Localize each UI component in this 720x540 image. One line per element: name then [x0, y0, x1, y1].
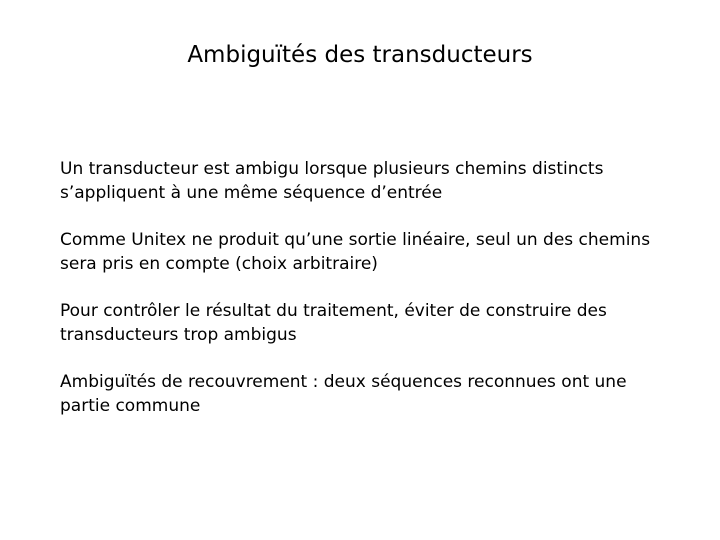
bullet-item: Ambiguïtés de recouvrement : deux séquences reconnues ont une partie commune: [60, 372, 627, 416]
slide-title: Ambiguïtés des transducteurs: [187, 42, 533, 68]
bullet-list: [60, 157, 680, 441]
bullet-item: Pour contrôler le résultat du traitement, éviter de construire des transducteurs trop ambigus: [60, 301, 607, 345]
bullet-item: Comme Unitex ne produit qu’une sortie linéaire, seul un des chemins sera pris en compte (choix arbitraire): [60, 230, 651, 274]
bullet-item: Un transducteur est ambigu lorsque plusieurs chemins distincts s’appliquent à une même séquence d’entrée: [60, 159, 604, 203]
